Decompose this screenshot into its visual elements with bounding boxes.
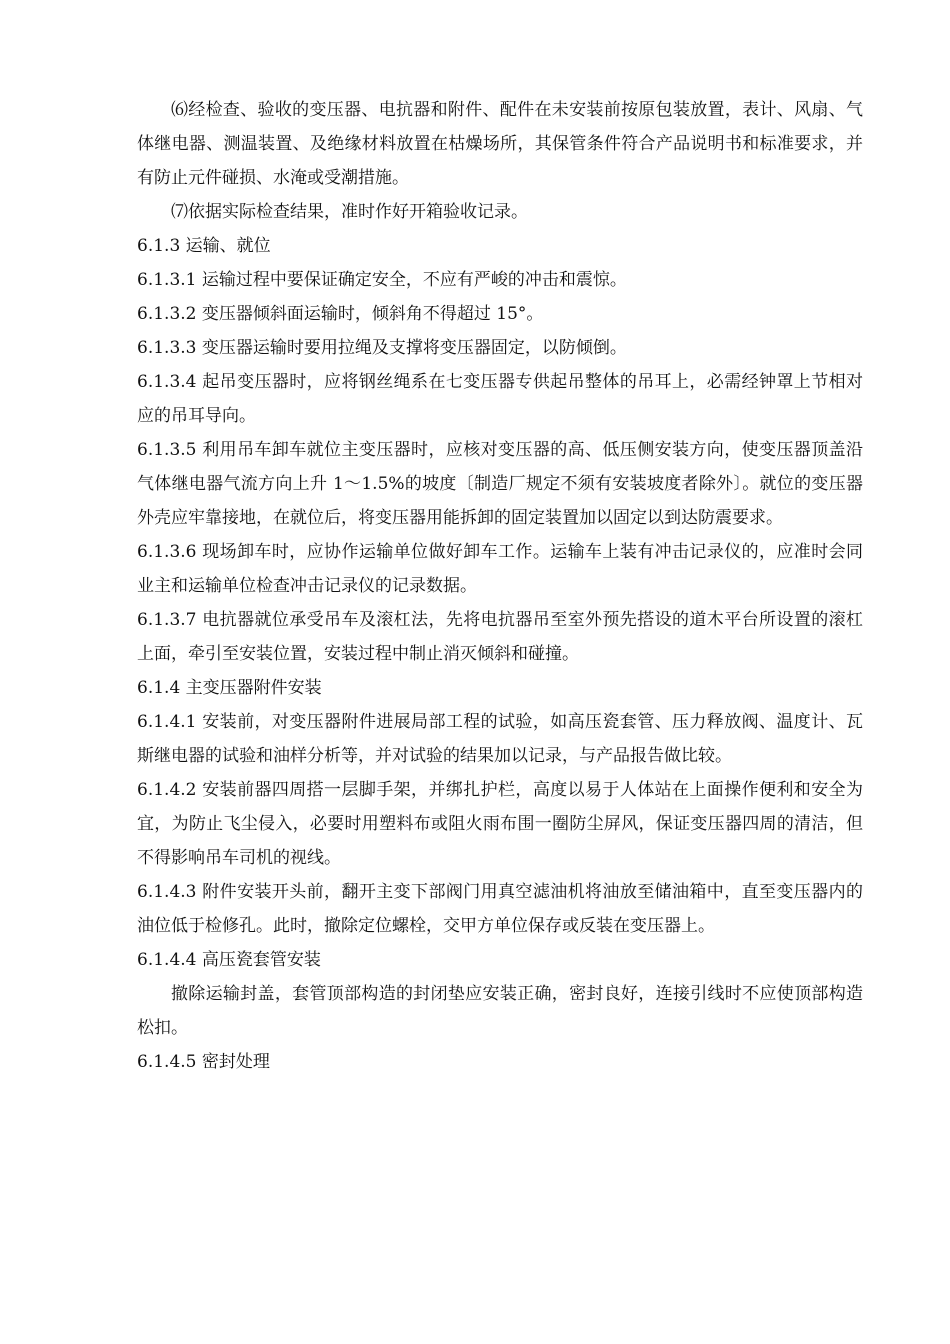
section-heading-6-1-4-4: 6.1.4.4 高压瓷套管安装 [137,950,321,970]
document-body [137,93,863,1079]
section-heading-6-1-3: 6.1.3 运输、就位 [137,236,271,256]
section-heading-6-1-4: 6.1.4 主变压器附件安装 [137,678,322,698]
paragraph-6-1-4-1: 6.1.4.1 安装前，对变压器附件进展局部工程的试验，如高压瓷套管、压力释放阀、温度计、瓦斯继电器的试验和油样分析等，并对试验的结果加以记录，与产品报告做比较。 [137,712,863,766]
paragraph-bushing-install: 撤除运输封盖，套管顶部构造的封闭垫应安装正确，密封良好，连接引线时不应使顶部构造松扣。 [137,984,863,1038]
paragraph-6-1-3-6: 6.1.3.6 现场卸车时，应协作运输单位做好卸车工作。运输车上装有冲击记录仪的，应准时会同业主和运输单位检查冲击记录仪的记录数据。 [137,542,863,596]
paragraph-6-1-3-1: 6.1.3.1 运输过程中要保证确定安全，不应有严峻的冲击和震惊。 [137,270,627,290]
paragraph-6-1-3-3: 6.1.3.3 变压器运输时要用拉绳及支撑将变压器固定，以防倾倒。 [137,338,627,358]
paragraph-6-1-3-5: 6.1.3.5 利用吊车卸车就位主变压器时，应核对变压器的高、低压侧安装方向，使变压器顶盖沿气体继电器气流方向上升 1～1.5%的坡度〔制造厂规定不须有安装坡度者除外〕。就位的变压器外壳应牢靠接地，在就位后，将变压器用能拆卸的固定装置加以固定以到达防震要求。 [137,440,863,528]
section-heading-6-1-4-5: 6.1.4.5 密封处理 [137,1052,270,1072]
paragraph-item-7: ⑺依据实际检查结果，准时作好开箱验收记录。 [171,202,528,222]
paragraph-6-1-4-2: 6.1.4.2 安装前器四周搭一层脚手架，并绑扎护栏，高度以易于人体站在上面操作便利和安全为宜，为防止飞尘侵入，必要时用塑料布或阻火雨布围一圈防尘屏风，保证变压器四周的清洁，但不得影响吊车司机的视线。 [137,780,863,868]
paragraph-6-1-3-7: 6.1.3.7 电抗器就位承受吊车及滚杠法，先将电抗器吊至室外预先搭设的道木平台所设置的滚杠上面，牵引至安装位置，安装过程中制止消灭倾斜和碰撞。 [137,610,863,664]
paragraph-6-1-3-2: 6.1.3.2 变压器倾斜面运输时，倾斜角不得超过 15°。 [137,304,544,324]
paragraph-item-6: ⑹经检查、验收的变压器、电抗器和附件、配件在未安装前按原包装放置，表计、风扇、气体继电器、测温装置、及绝缘材料放置在枯燥场所，其保管条件符合产品说明书和标准要求，并有防止元件碰损、水淹或受潮措施。 [137,100,863,188]
paragraph-6-1-3-4: 6.1.3.4 起吊变压器时，应将钢丝绳系在七变压器专供起吊整体的吊耳上，必需经钟罩上节相对应的吊耳导向。 [137,372,863,426]
paragraph-6-1-4-3: 6.1.4.3 附件安装开头前，翻开主变下部阀门用真空滤油机将油放至储油箱中，直至变压器内的油位低于检修孔。此时，撤除定位螺栓，交甲方单位保存或反装在变压器上。 [137,882,863,936]
